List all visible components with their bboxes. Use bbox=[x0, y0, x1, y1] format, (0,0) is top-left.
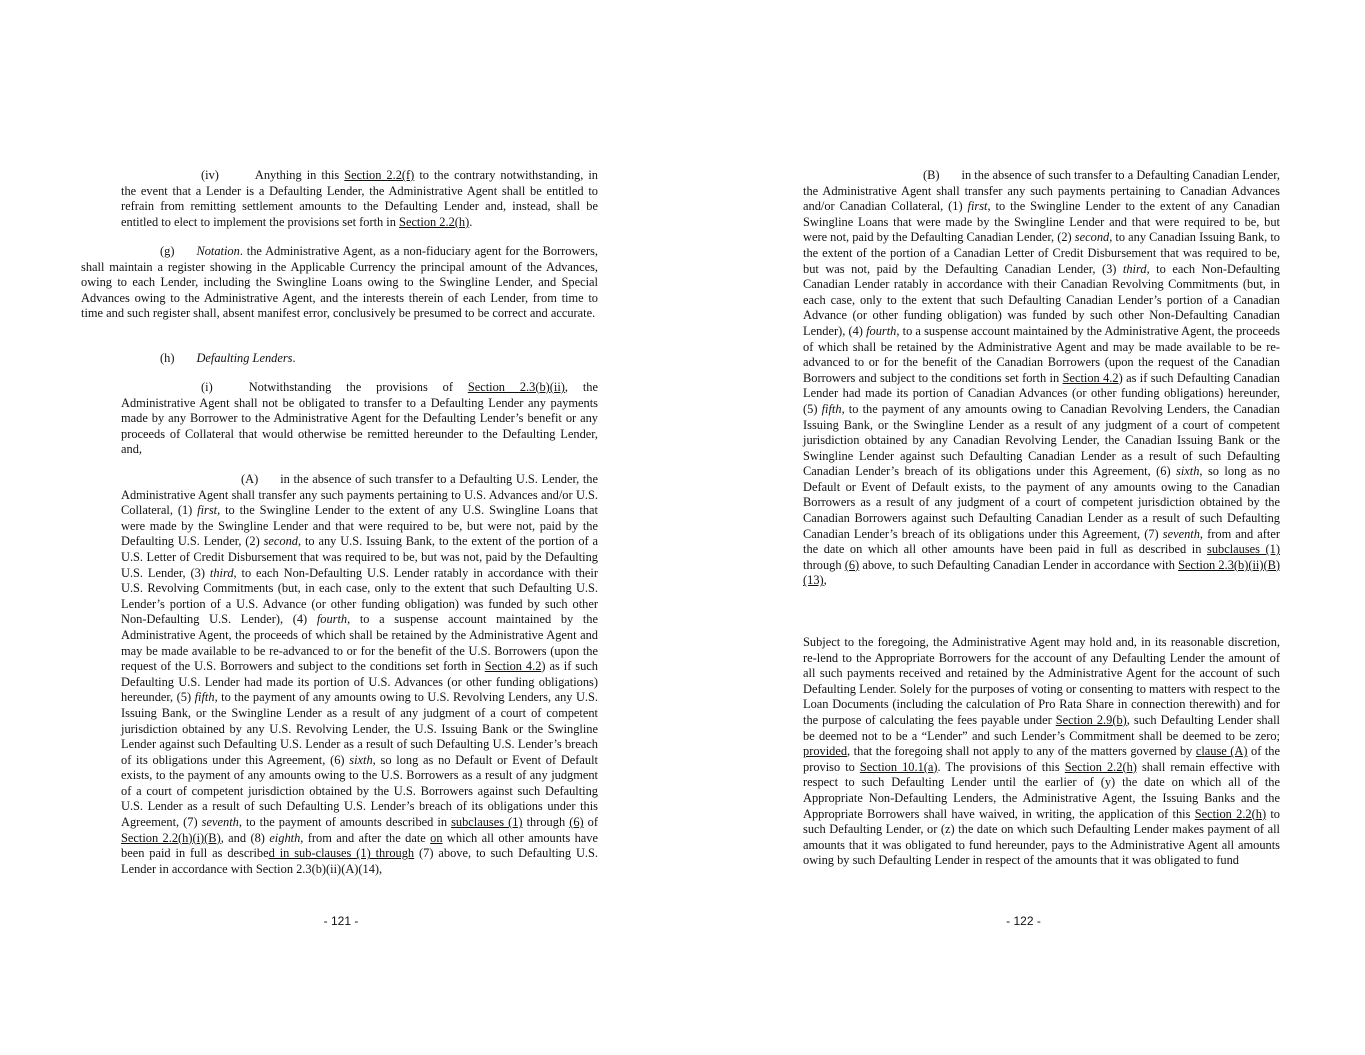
provided-term: provided bbox=[803, 744, 848, 759]
clause-A: (A) in the absence of such transfer to a Defaulting U.S. Lender, the Administrative Agent shall transfer any such payments pertaining to U.S. Advances and/or U.S. Collateral, (1) first, to the Swingline Lender to the extent of any U.S. Swingline Loans that were made by the Swingline Lender and that were required to be, but were not, paid by the Defaulting U.S. Lender, (2) second, to any U.S. Issuing Bank, to the extent of the portion of a U.S. Letter of Credit Disbursement that was required to be, but was not, paid by the Defaulting U.S. Lender, (3) third, to each Non-Defaulting U.S. Lender ratably in accordance with their U.S. Revolving Commitments (but, in each case, only to the extent that such Defaulting U.S. Lender’s portion of a U.S. Advance (or other funding obligation) was funded by such other Non-Defaulting U.S. Lender), (4) fourth, to a suspense account maintained by the Administrative Agent, the proceeds of which shall be retained by the Administrative Agent and may be made available to be re-advanced to or for the benefit of the U.S. Borrowers (upon the request of the U.S. Borrowers and subject to the conditions set forth in Section 4.2) as if such Defaulting U.S. Lender had made its portion of U.S. Advances (or other funding obligations) hereunder, (5) fifth, to the payment of any amounts owing to U.S. Revolving Lenders, any U.S. Issuing Bank, or the Swingline Lender as a result of any judgment of a court of competent jurisdiction obtained by any U.S. Revolving Lender, the U.S. Issuing Bank or the Swingline Lender against such Defaulting U.S. Lender as a result of such Defaulting U.S. Lender’s breach of its obligations under this Agreement, (6) sixth, so long as no Default or Event of Default exists, to the payment of any amounts owing to the U.S. Borrowers as a result of any judgment of a court of competent jurisdiction obtained by the U.S. Borrowers against such Defaulting U.S. Lender as a result of such Defaulting U.S. Lender’s breach of its obligations under this Agreement, (7) seventh, to the payment of amounts described in subclauses (1) through (6) of Section 2.2(h)(i)(B), and (8) eighth, from and after the date on which all other amounts have been paid in full as described in sub-clauses (1) through (7) above, to such Defaulting U.S. Lender in accordance with Section 2.3(b)(ii)(A)(14), bbox=[121, 472, 599, 876]
clause-i: (i) Notwithstanding the provisions of Section 2.3(b)(ii), the Administrative Agent shall not be obligated to transfer to a Defaulting Lender any payments made by any Borrower to the Administrative Agent for the Defaulting Lender’s benefit or any proceeds of Collateral that would otherwise be remitted hereunder to the Defaulting Lender, and, bbox=[121, 380, 598, 457]
page-number: - 122 - bbox=[1006, 914, 1041, 928]
section-ref: Section 2.2(h) bbox=[1194, 806, 1267, 821]
clause-title: Notation bbox=[196, 244, 240, 258]
page-122 bbox=[682, 0, 1365, 1055]
clause-B: (B) in the absence of such transfer to a Defaulting Canadian Lender, the Administrative Agent shall transfer any such payments pertaining to Canadian Advances and/or Canadian Collateral, (1) first, to the Swingline Lender to the extent of any Canadian Swingline Loans that were made by the Swingline Lender and that were required to be, but were not, paid by the Defaulting Canadian Lender, (2) second, to any Canadian Issuing Bank, to the extent of the portion of a Canadian Letter of Credit Disbursement that was required to be, but was not, paid by the Defaulting Canadian Lender, (3) third, to each Non-Defaulting Canadian Lender ratably in accordance with their Canadian Revolving Commitments (but, in each case, only to the extent that such Defaulting Canadian Lender’s portion of a Canadian Advance (or other funding obligation) was funded by such other Non-Defaulting Canadian Lender), (4) fourth, to a suspense account maintained by the Administrative Agent, the proceeds of which shall be retained by the Administrative Agent and may be made available to be re-advanced to or for the benefit of the Canadian Borrowers (upon the request of the Canadian Borrowers and subject to the conditions set forth in Section 4.2) as if such Defaulting Canadian Lender had made its portion of Canadian Advances (or other funding obligations) hereunder, (5) fifth, to the payment of any amounts owing to Canadian Revolving Lenders, the Canadian Issuing Bank, or the Swingline Lender as a result of any judgment of a court of competent jurisdiction obtained by any Canadian Revolving Lender, the Canadian Issuing Bank or the Swingline Lender against such Defaulting Canadian Lender as a result of such Defaulting Canadian Lender’s breach of its obligations under this Agreement, (6) sixth, so long as no Default or Event of Default exists, to the payment of any amounts owing to the Canadian Borrowers as a result of any judgment of a court of competent jurisdiction obtained by the Canadian Borrowers against such Defaulting Canadian Lender as a result of such Defaulting Canadian Lender’s breach of its obligations under this Agreement, (7) seventh, from and after the date on which all other amounts have been paid in full as described in subclauses (1) through (6) above, to such Defaulting Canadian Lender in accordance with Section 2.3(b)(ii)(B)(13), bbox=[803, 168, 1281, 588]
section-ref: on bbox=[430, 830, 443, 845]
clause-number: (iv) bbox=[201, 168, 219, 182]
section-ref: clause (A) bbox=[1195, 744, 1248, 759]
page-number: - 121 - bbox=[323, 914, 359, 928]
page-121 bbox=[0, 0, 682, 1055]
clause-number: (B) bbox=[923, 168, 940, 182]
section-ref: (6) bbox=[569, 815, 584, 830]
clause-number: (h) bbox=[160, 351, 175, 365]
clause-g: (g) Notation. the Administrative Agent, as a non-fiduciary agent for the Borrowers, shall maintain a register showing in the Applicable Currency the principal amount of the Advances, owing to each Lender, including the Swingline Loans owing to the Swingline Lender, and Special Advances owing to the Administrative Agent, and the interests therein of each Lender, from time to time and such register shall, absent manifest error, conclusively be presumed to be correct and accurate. bbox=[81, 244, 598, 321]
clause-h: (h) Defaulting Lenders. bbox=[160, 351, 296, 365]
clause-number: (i) bbox=[201, 380, 213, 394]
section-ref: Section 2.2(h) bbox=[1064, 759, 1137, 774]
section-ref: Section 4.2 bbox=[484, 659, 542, 674]
section-ref: subclauses (1) bbox=[1207, 542, 1280, 557]
clause-number: (A) bbox=[241, 472, 259, 486]
section-ref: Section 2.3(b)(ii) bbox=[467, 380, 565, 394]
section-ref: (6) bbox=[844, 557, 860, 572]
clause-iv: (iv) Anything in this Section 2.2(f) to the contrary notwithstanding, in the event that a Lender is a Defaulting Lender, the Administrative Agent shall be entitled to refrain from remitting settlement amounts to the Defaulting Lender and, instead, shall be entitled to elect to implement the provisions set forth in Section 2.2(h). bbox=[121, 168, 598, 229]
section-ref: d in sub-clauses (1) through bbox=[268, 846, 415, 861]
clause-number: (g) bbox=[160, 244, 175, 258]
clause-title: Defaulting Lenders bbox=[196, 351, 293, 365]
section-ref: Section 2.2(h) bbox=[399, 214, 470, 229]
section-ref: Section 2.9(b) bbox=[1055, 712, 1127, 727]
section-ref: subclauses (1) bbox=[451, 815, 523, 830]
section-ref: Section 4.2 bbox=[1062, 370, 1119, 385]
subject-to-foregoing-paragraph: Subject to the foregoing, the Administrative Agent may hold and, in its reasonable discretion, re-lend to the Appropriate Borrowers for the account of any Defaulting Lender the amount of all such payments received and retained by the Administrative Agent for the account of such Defaulting Lender. Solely for the purposes of voting or consenting to matters with respect to the Loan Documents (including the calculation of Pro Rata Share in connection therewith) and for the purpose of calculating the fees payable under Section 2.9(b), such Defaulting Lender shall be deemed not to be a “Lender” and such Lender’s Commitment shall be deemed to be zero; provided, that the foregoing shall not apply to any of the matters governed by clause (A) of the proviso to Section 10.1(a). The provisions of this Section 2.2(h) shall remain effective with respect to such Defaulting Lender until the earlier of (y) the date on which all of the Appropriate Non-Defaulting Lenders, the Administrative Agent, the Issuing Banks and the Appropriate Borrowers shall have waived, in writing, the application of this Section 2.2(h) to such Defaulting Lender, or (z) the date on which such Defaulting Lender makes payment of all amounts that it was obligated to fund hereunder, pays to the Administrative Agent all amounts owing by such Defaulting Lender in respect of the amounts that it was obligated to fund bbox=[803, 635, 1281, 868]
section-ref: Section 2.2(f) bbox=[344, 168, 415, 182]
section-ref: Section 2.2(h)(i)(B) bbox=[121, 830, 221, 845]
section-ref: Section 10.1(a) bbox=[859, 759, 938, 774]
section-ref: Section 2.3(b)(ii)(B)(13) bbox=[803, 557, 1280, 588]
